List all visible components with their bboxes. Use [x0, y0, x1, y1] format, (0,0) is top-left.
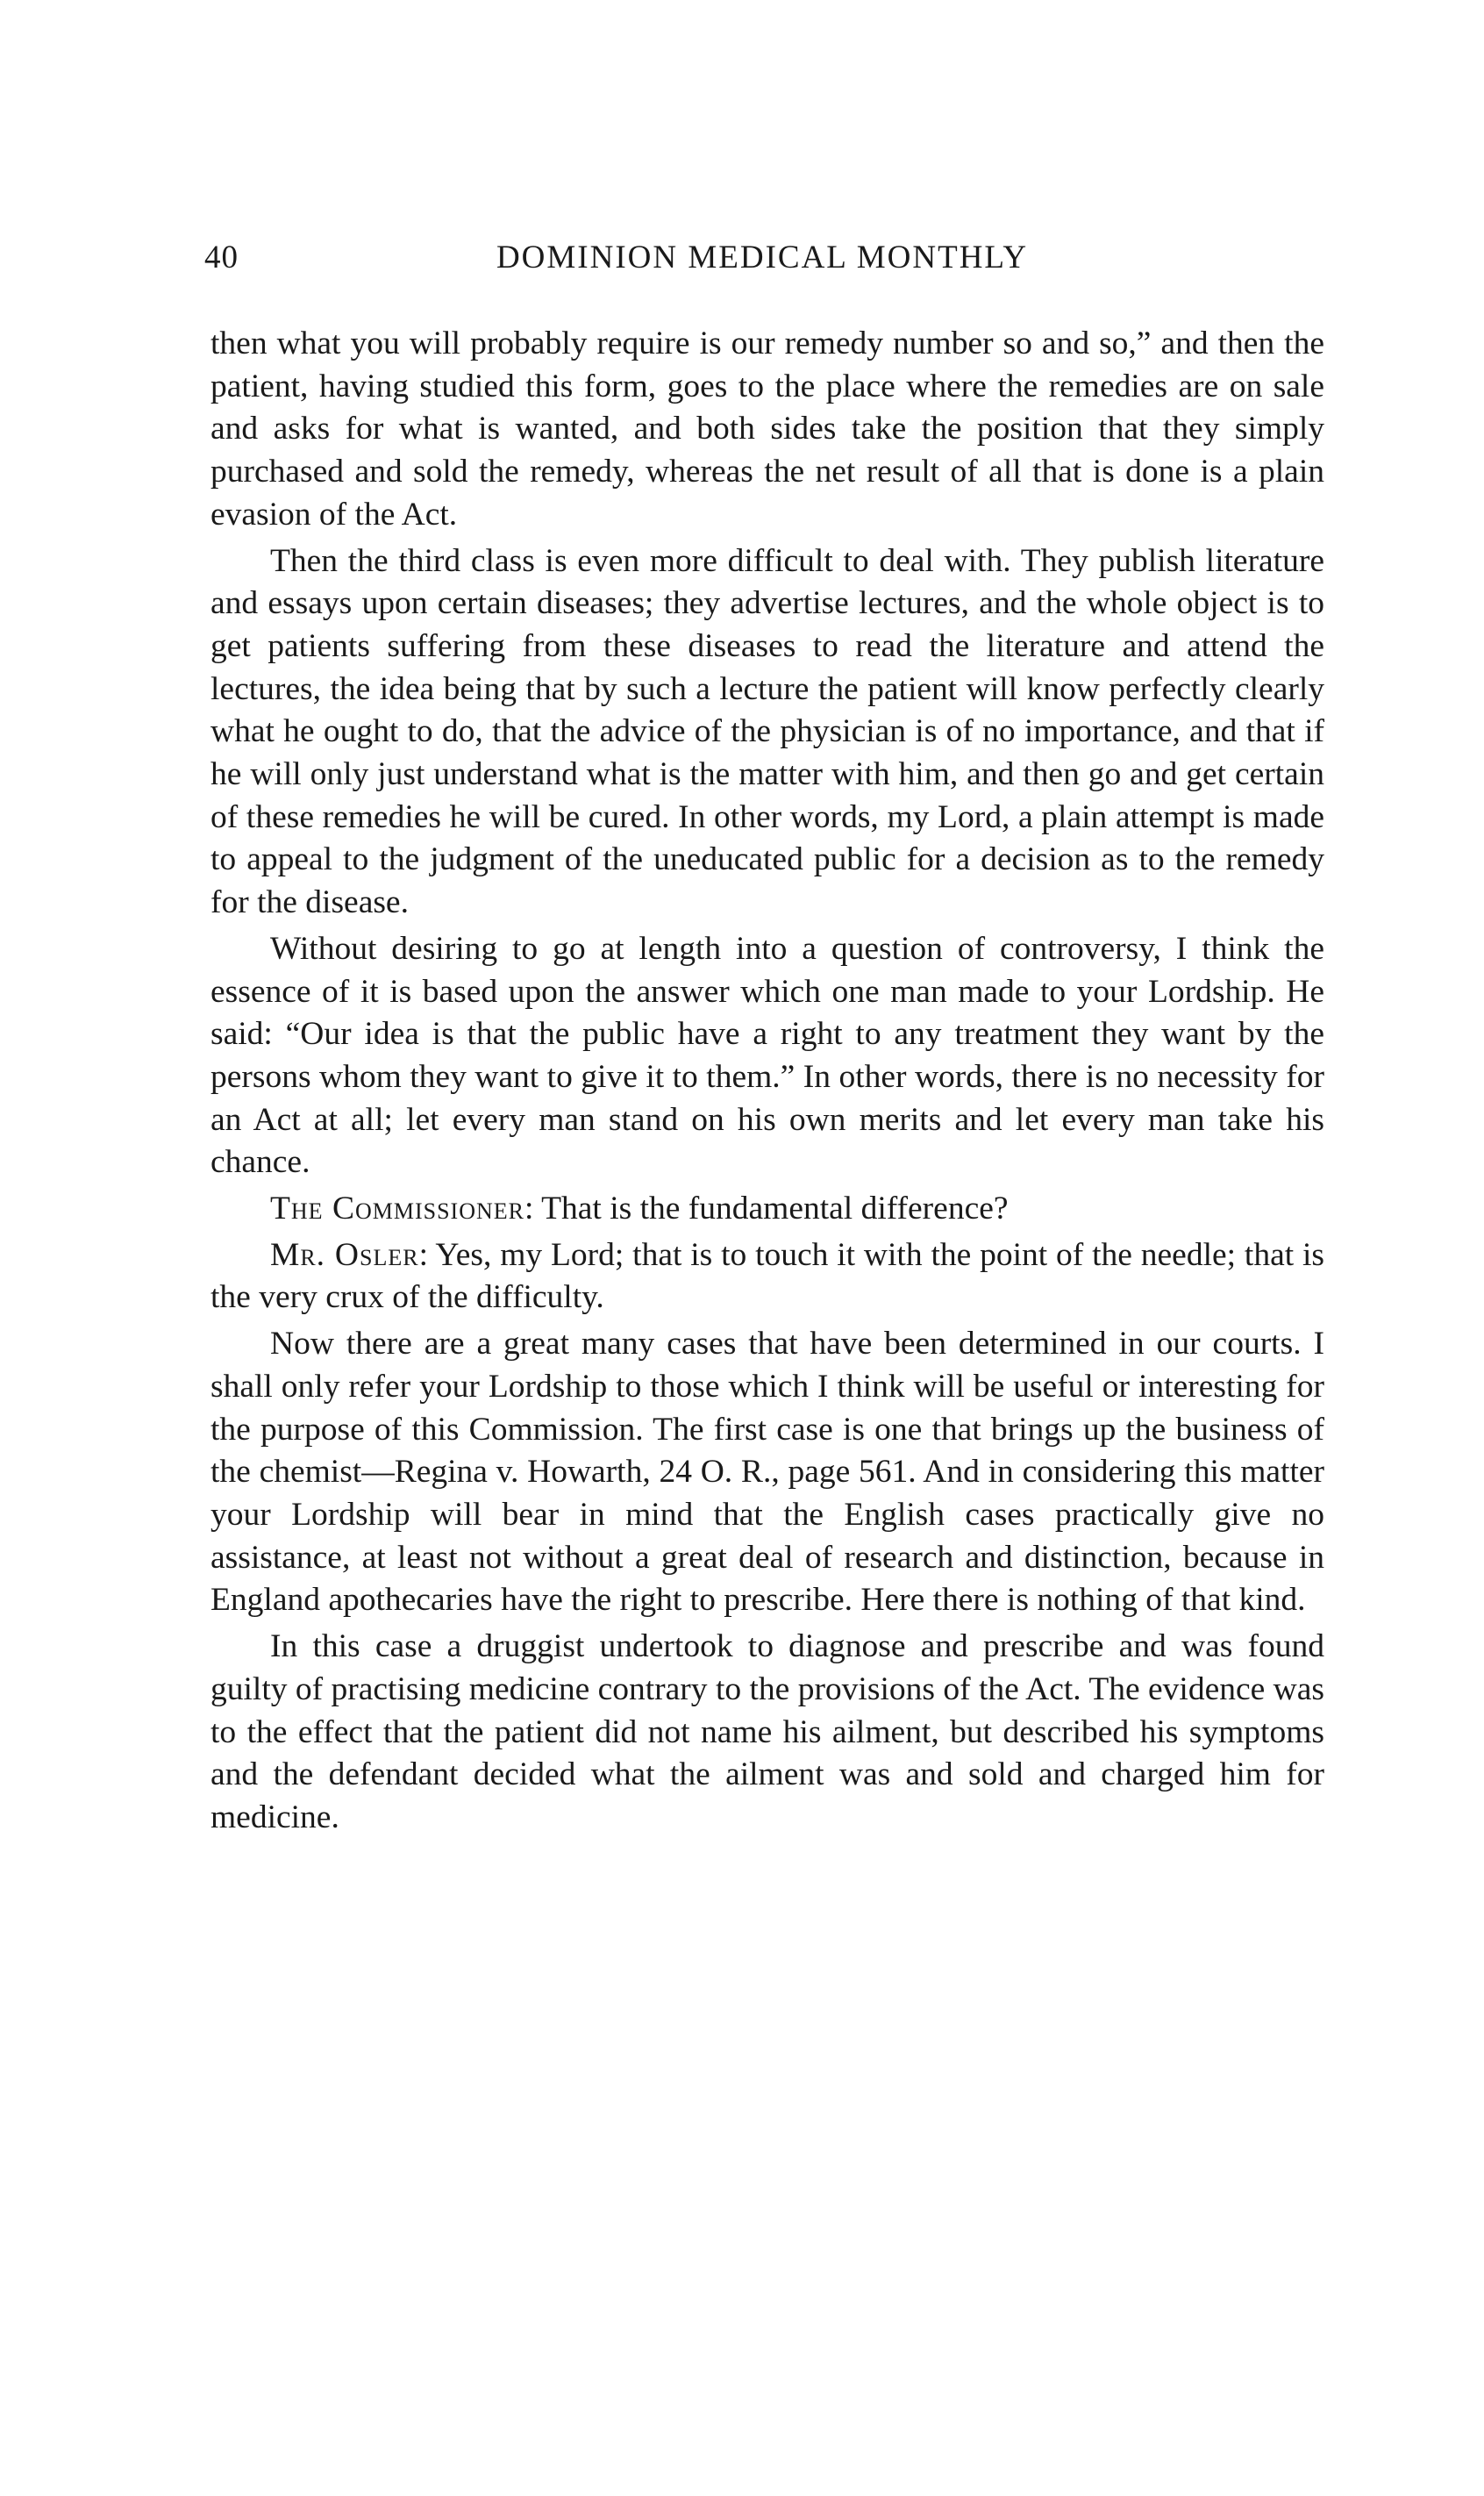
commissioner-remark: : That is the fundamental difference?	[524, 1191, 1009, 1227]
speaker-osler: Mr. Osler	[270, 1236, 419, 1273]
page-header	[204, 239, 1320, 288]
paragraph-3: Without desiring to go at length into a question of controversy, I think the essence of it is based upon the answer which one man made to your Lordship. He said: “Our idea is that the public have a right to any treatment they want by the persons whom they want to give it to them.” In other words, there is no necessity for an Act at all; let every man stand on his own merits and let every man take his chance.	[210, 930, 1324, 1181]
paragraph-2: Then the third class is even more difficult to deal with. They publish literature and essays upon certain diseases; they advertise lectures, and the whole object is to get patients suffering from these diseases to read the literature and attend the lectures, the idea being that by such a lecture the patient will know perfectly clearly what he ought to do, that the advice of the physician is of no importance, and that if he will only just understand what is the matter with him, and then go and get certain of these remedies he will be cured. In other words, my Lord, a plain attempt is made to appeal to the judgment of the uneducated public for a decision as to the remedy for the disease.	[210, 542, 1324, 921]
paragraph-6: Now there are a great many cases that have been determined in our courts. I shall only refer your Lordship to those which I think will be useful or interesting for the purpose of this Commission. The first case is one that brings up the business of the chemist—Regina v. Howarth, 24 O. R., page 561. And in considering this matter your Lordship will bear in mind that the English cases practically give no assistance, at least not without a great deal of research and distinction, because in England apothecaries have the right to prescribe. Here there is nothing of that kind.	[210, 1326, 1324, 1619]
running-head: DOMINION MEDICAL MONTHLY	[496, 240, 1029, 275]
speaker-commissioner: The Commissioner	[270, 1191, 524, 1227]
osler-remark: : Yes, my Lord; that is to touch it with the point of the needle; that is the very crux of the difficulty.	[210, 1236, 1324, 1316]
paragraph-1: then what you will probably require is our remedy number so and so,” and then the patient, having studied this form, goes to the place where the remedies are on sale and asks for what is wanted, and both sides take the position that they simply purchased and sold the remedy, whereas the net result of all that is done is a plain evasion of the Act.	[210, 325, 1324, 533]
paragraph-osler	[210, 1234, 1324, 1320]
body-text	[210, 323, 1324, 1843]
paragraph-commissioner	[210, 1188, 1324, 1231]
paragraph-7: In this case a druggist undertook to diagnose and prescribe and was found guilty of practising medicine contrary to the provisions of the Act. The evidence was to the effect that the patient did not name his ailment, but described his symptoms and the defendant decided what the ailment was and sold and charged him for medicine.	[210, 1628, 1324, 1835]
page-number: 40	[204, 240, 239, 275]
